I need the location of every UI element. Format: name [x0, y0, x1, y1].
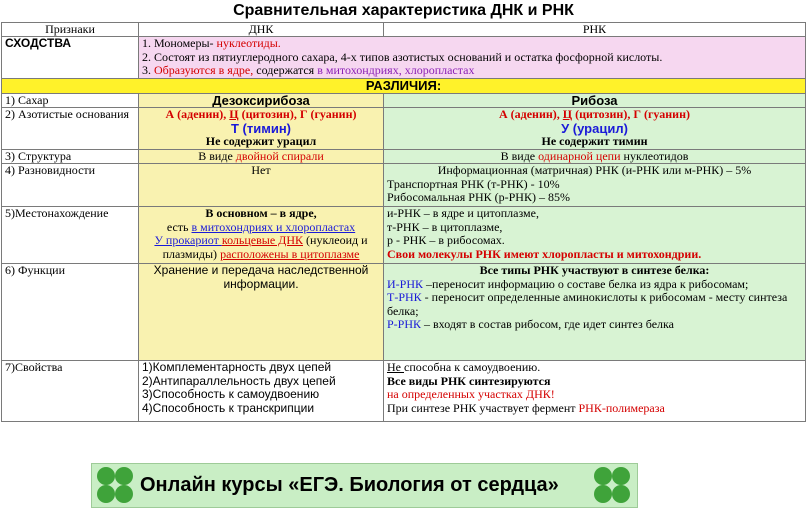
location-dna-3a: У прокариот: [154, 233, 222, 247]
structure-rna-b: одинарной цепи: [538, 149, 621, 163]
dna-base-cg: (цитозин), Г (гуанин): [238, 107, 357, 121]
properties-rna: [384, 361, 806, 422]
location-rna-3: р - РНК – в рибосомах.: [387, 233, 505, 247]
clover-icon: [593, 466, 633, 506]
sim-monomers: нуклеотиды.: [216, 36, 281, 50]
rna-base-u: У (урацил): [561, 120, 628, 136]
location-dna-1: В основном – в ядре,: [205, 206, 317, 220]
functions-dna: Хранение и передача наследственной информации.: [139, 264, 384, 361]
functions-trna: Т-РНК: [387, 290, 422, 304]
sim-line3-num: 3.: [142, 63, 154, 77]
functions-label: 6) Функции: [2, 264, 139, 361]
properties-dna-4: 4)Способность к транскрипции: [142, 400, 315, 415]
row-sugar: [2, 93, 806, 108]
varieties-dna: Нет: [139, 164, 384, 207]
structure-dna-b: двойной спирали: [235, 149, 324, 163]
differences-header: РАЗЛИЧИЯ:: [2, 78, 806, 93]
sim-line1: 1. Мономеры-: [142, 36, 217, 50]
functions-rna: [384, 264, 806, 361]
dna-base-c: Ц: [229, 107, 239, 121]
comparison-table: [1, 22, 806, 422]
varieties-rna-3: Рибосомальная РНК (р-РНК) – 85%: [387, 190, 570, 204]
sugar-dna: Дезоксирибоза: [139, 93, 384, 108]
dna-base-a: А (аденин),: [165, 107, 230, 121]
clover-icon: [96, 466, 136, 506]
sim-contained: содержатся: [253, 63, 318, 77]
row-location: [2, 207, 806, 264]
properties-rna-3: на определенных участках ДНК!: [387, 387, 555, 401]
functions-rrna: Р-РНК: [387, 317, 422, 331]
location-rna: [384, 207, 806, 264]
location-rna-4: Свои молекулы РНК имеют хлоропласты и митохондрии.: [387, 246, 702, 261]
functions-rna-4: – входят в состав рибосом, где идет синтез белка: [421, 317, 674, 331]
header-rna: РНК: [384, 23, 806, 37]
location-dna: [139, 207, 384, 264]
header-row: [2, 23, 806, 37]
structure-rna-a: В виде: [500, 149, 539, 163]
properties-rna-4a: При синтезе РНК участвует фермент: [387, 400, 579, 415]
location-dna-4b: расположены в цитоплазме: [220, 246, 360, 261]
varieties-label: 4) Разновидности: [2, 164, 139, 207]
functions-rna-1: Все типы РНК участвуют в синтезе белка:: [479, 263, 710, 277]
properties-rna-1b: способна к самоудвоению.: [404, 360, 541, 374]
varieties-rna-2: Транспортная РНК (т-РНК) - 10%: [387, 176, 560, 191]
similarities-row: [2, 37, 806, 79]
properties-dna: [139, 361, 384, 422]
structure-rna: [384, 149, 806, 164]
rna-base-cg: (цитозин), Г (гуанин): [572, 107, 690, 121]
similarities-text: [139, 37, 806, 79]
bases-rna: [384, 108, 806, 150]
header-dna: ДНК: [139, 23, 384, 37]
properties-rna-2: Все виды РНК синтезируются: [387, 373, 551, 388]
bases-label: 2) Азотистые основания: [2, 108, 139, 150]
structure-rna-c: нуклеотидов: [620, 149, 689, 163]
rna-base-c: Ц: [562, 107, 573, 121]
properties-rna-4b: РНК-полимераза: [578, 400, 665, 415]
functions-irna: И-РНК: [387, 276, 424, 291]
properties-dna-1: 1)Комплементарность двух цепей: [142, 360, 332, 374]
functions-rna-2: –переносит информацию о составе белка из ядра к рибосомам;: [423, 276, 749, 291]
structure-dna-a: В виде: [198, 149, 236, 163]
properties-rna-1a: Не: [387, 360, 404, 374]
structure-dna: [139, 149, 384, 164]
sim-organelles: в митохондриях, хлоропластах: [317, 63, 475, 77]
similarities-label: СХОДСТВА: [5, 36, 72, 50]
location-rna-2: т-РНК – в цитоплазме,: [387, 219, 503, 234]
location-dna-4a: плазмиды): [162, 246, 221, 261]
location-rna-1: и-РНК – в ядре и цитоплазме,: [387, 206, 539, 220]
row-bases: [2, 108, 806, 150]
header-features: Признаки: [2, 23, 139, 37]
sugar-label: 1) Сахар: [2, 93, 139, 108]
rna-no-thymine: Не содержит тимин: [541, 134, 648, 148]
banner-text: Онлайн курсы «ЕГЭ. Биология от сердца»: [140, 474, 559, 496]
row-structure: [2, 149, 806, 164]
dna-no-uracil: Не содержит урацил: [205, 134, 317, 148]
dna-base-t: Т (тимин): [230, 120, 292, 136]
location-label: 5)Местонахождение: [2, 207, 139, 264]
row-properties: [2, 361, 806, 422]
varieties-rna: [384, 164, 806, 207]
course-banner[interactable]: [91, 463, 638, 508]
location-dna-3c: (нуклеоид и: [303, 233, 368, 247]
functions-rna-3: - переносит определенные аминокислоты к рибосомам - месту синтеза белка;: [387, 290, 788, 318]
row-varieties: [2, 164, 806, 207]
rna-base-a: А (аденин),: [498, 107, 563, 121]
properties-dna-3: 3)Способность к самоудвоению: [142, 387, 320, 401]
location-dna-3b: кольцевые ДНК: [221, 233, 304, 247]
page-title: Сравнительная характеристика ДНК и РНК: [0, 0, 807, 22]
structure-label: 3) Структура: [2, 149, 139, 164]
bases-dna: [139, 108, 384, 150]
row-functions: [2, 264, 806, 361]
location-dna-2b: в митохондриях и хлоропластах: [191, 219, 356, 234]
sugar-rna: Рибоза: [384, 93, 806, 108]
sim-line2: 2. Состоят из пятиуглеродного сахара, 4-х типов азотистых оснований и остатка фосфорной кислоты.: [142, 49, 663, 64]
properties-dna-2: 2)Антипараллельность двух цепей: [142, 373, 336, 388]
properties-label: 7)Свойства: [2, 361, 139, 422]
sim-formed: Образуются в ядре,: [154, 63, 254, 77]
varieties-rna-1: Информационная (матричная) РНК (и-РНК или м-РНК) – 5%: [437, 163, 752, 177]
location-dna-2a: есть: [166, 219, 192, 234]
